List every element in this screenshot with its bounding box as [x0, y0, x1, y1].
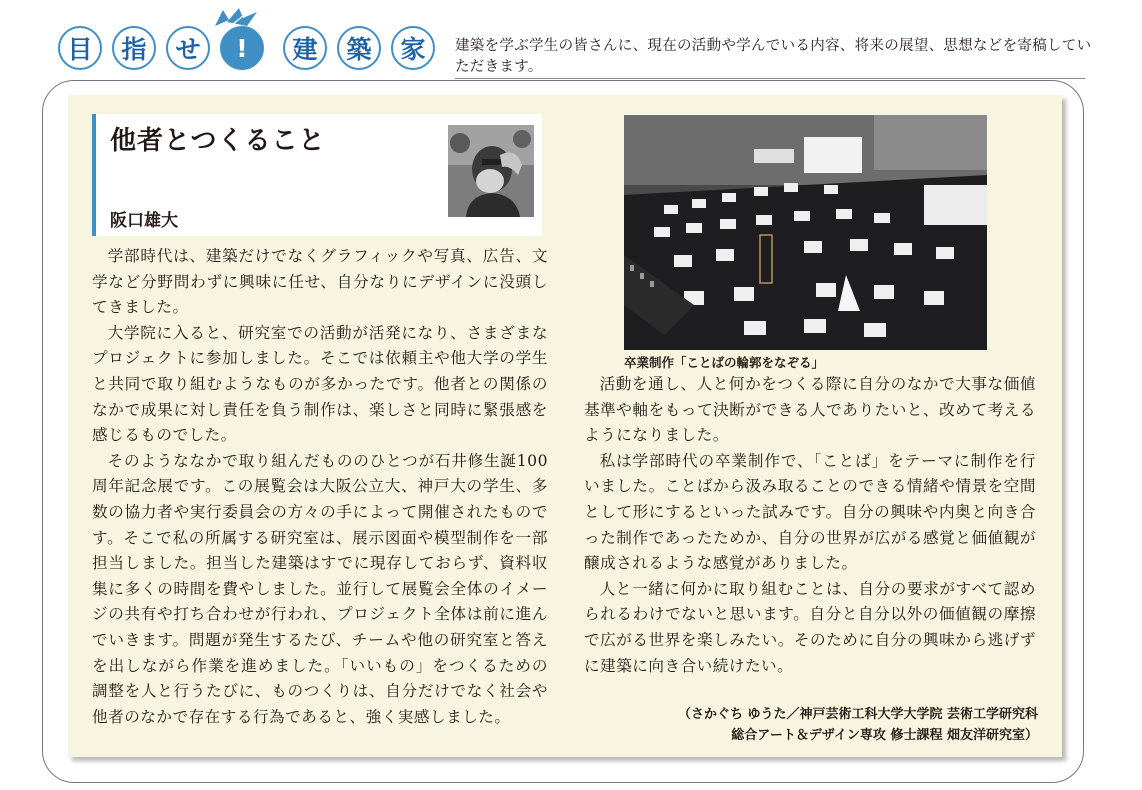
paragraph: 活動を通し、人と何かをつくる際に自分のなかで大事な価値基準や軸をもって決断ができる人でありたいと、改めて考えるようになりました。 [584, 375, 1036, 445]
author-credit [678, 704, 1038, 746]
flag-icon [213, 6, 261, 28]
paragraph: 学部時代は、建築だけでなくグラフィックや写真、広告、文学など分野問わずに興味に任せ、自分なりにデザインに没頭してきました。 [92, 247, 548, 317]
series-badge-char: 建 [283, 26, 327, 70]
paragraph: 人と一緒に何かに取り組むことは、自分の要求がすべて認められるわけでないと思います。自分と自分以外の価値観の摩擦で広がる世界を楽しみたい。そのために自分の興味から逃げずに建築に向き合い続けたい。 [584, 579, 1036, 675]
article-body-right [584, 372, 1036, 679]
paragraph: 大学院に入ると、研究室での活動が活発になり、さまざまなプロジェクトに参加しました。そこでは依頼主や他大学の学生と共同で取り組むようなものが多かったです。他者との関係のなかで成果に対し責任を負う制作は、楽しさと同時に緊張感を感じるものでした。 [92, 323, 548, 445]
article-body-left [92, 244, 548, 730]
photo-caption: 卒業制作「ことばの輪郭をなぞる」 [624, 355, 825, 370]
series-badge-char: せ [166, 26, 210, 70]
credit-line: 総合アート＆デザイン専攻 修士課程 畑友洋研究室） [731, 728, 1038, 743]
author-name: 阪口雄大 [110, 211, 178, 231]
header-divider [455, 78, 1085, 79]
series-badge-char: ! [220, 26, 264, 70]
article-title: 他者とつくること [110, 126, 326, 156]
series-badge-char: 指 [112, 26, 156, 70]
series-header [0, 0, 1142, 90]
series-intro: 建築を学ぶ学生の皆さんに、現在の活動や学んでいる内容、将来の展望、思想などを寄稿していただきます。 [455, 38, 1092, 75]
series-badge-char: 築 [337, 26, 381, 70]
series-badge-char: 家 [391, 26, 435, 70]
author-portrait [448, 125, 534, 217]
paragraph: そのようななかで取り組んだもののひとつが石井修生誕100周年記念展です。この展覧会は大阪公立大、神戸大の学生、多数の協力者や実行委員会の方々の手によって開催されたものです。そこで私の所属する研究室は、展示図面や模型制作を一部担当しました。担当した建築はすでに現存しておらず、資料収集に多くの時間を費やしました。並行して展覧会全体のイメージの共有や打ち合わせが行われ、プロジェクト全体は前に進んでいきます。問題が発生するたび、チームや他の研究室と答えを出しながら作業を進めました。「いいもの」をつくるための調整を人と行うたびに、ものつくりは、自分だけでなく社会や他者のなかで存在する行為であると、強く実感しました。 [92, 451, 548, 726]
graduation-project-photo [624, 115, 987, 350]
series-badge-char: 目 [58, 26, 102, 70]
credit-line: （さかぐち ゆうた／神戸芸術工科大学大学院 芸術工学研究科 [677, 707, 1038, 722]
paragraph: 私は学部時代の卒業制作で、「ことば」をテーマに制作を行いました。ことばから汲み取ることのできる情緒や情景を空間として形にするといった試みです。自分の興味や内奥と向き合った制作であったためか、自分の世界が広がる感覚と価値観が醸成されるような感覚がありました。 [584, 451, 1036, 573]
